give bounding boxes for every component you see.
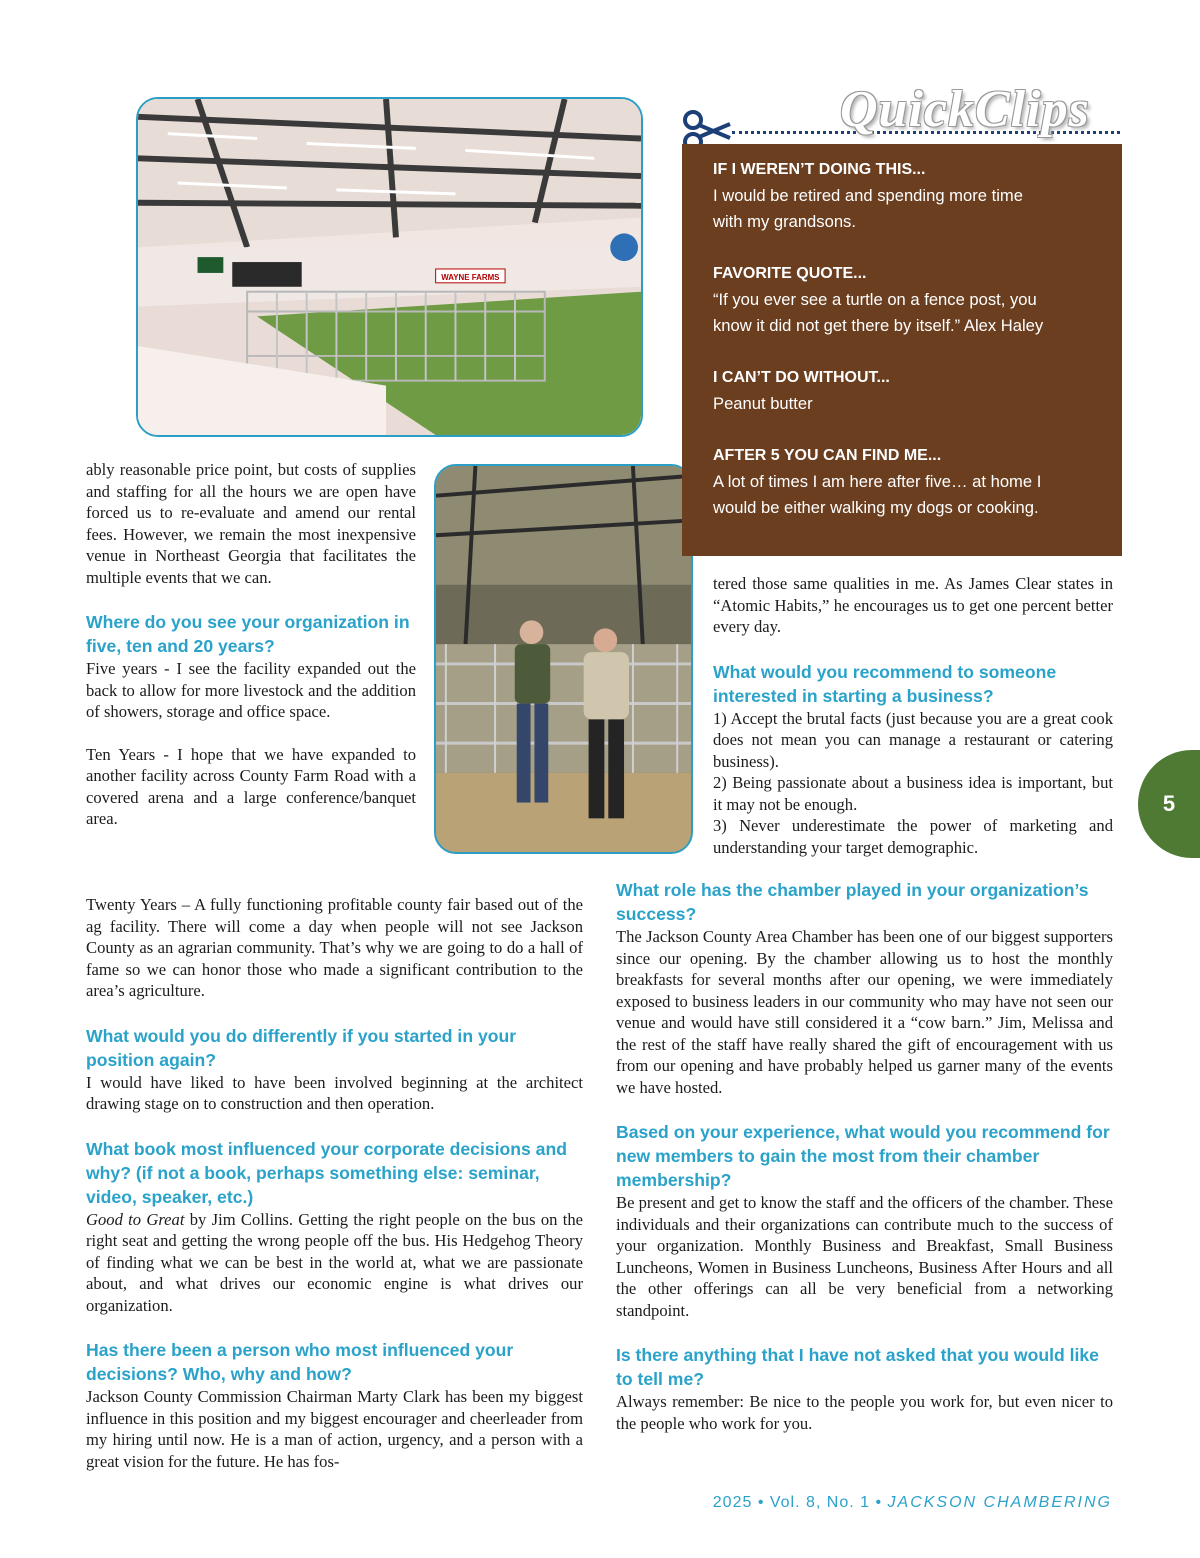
body-paragraph: The Jackson County Area Chamber has been one of our biggest supporters since our opening. By the chamber allowing us to host the monthly breakfasts for several months after our opening, we were immediately exposed to business leaders in our community who may have not seen our venue and would have still considered it a “cow barn.” Jim, Melissa and the rest of the staff have really shared the gift of encouragement with us from our opening and have probably helped us garner many of the events we have hosted.: [616, 927, 1113, 1097]
body-paragraph: I would have liked to have been involved beginning at the architect drawing stage on to construction and then operation.: [86, 1072, 583, 1113]
arena-photo: [136, 97, 643, 437]
body-paragraph: Twenty Years – A fully functioning profitable county fair based out of the ag facility. There will come a day when people will not see Jackson County as an agrarian community. That’s why we are going to do a hall of fame so we can honor those who made a significant contribution to the area’s agriculture.: [86, 895, 583, 1000]
body-paragraph: Always remember: Be nice to the people you work for, but even nicer to the people who work for you.: [616, 1392, 1113, 1433]
book-answer: by Jim Collins. Getting the right people on the bus on the right seat and getting the wrong people off the bus. His Hedgehog Theory of finding what we can be best in the world at, what we are passionate about, and what drives our economic engine is what drives our organization.: [86, 1209, 583, 1315]
question-heading: Is there anything that I have not asked that you would like to tell me?: [616, 1345, 1099, 1389]
left-column-bottom: [86, 894, 583, 1472]
question-heading: Based on your experience, what would you recommend for new members to gain the most from their chamber membership?: [616, 1122, 1110, 1190]
page-footer: [713, 1494, 1112, 1512]
page-number-tab: 5: [1138, 750, 1200, 858]
footer-brand: JACKSON CHAMBERING: [887, 1494, 1112, 1511]
book-title: Good to Great: [86, 1209, 185, 1229]
qc-text: “If you ever see a turtle on a fence post, you: [713, 290, 1037, 309]
body-paragraph: 1) Accept the brutal facts (just because you are a great cook does not mean you can manage a restaurant or catering business).: [713, 708, 1113, 771]
body-paragraph: Be present and get to know the staff and the officers of the chamber. These individuals and their organizations can contribute much to the success of your organization. Monthly Business and Breakfast, Small Business Luncheons, Women in Business Luncheons, Business After Hours and all the other offerings can all be very beneficial from a networking standpoint.: [616, 1193, 1113, 1320]
question-heading: What book most influenced your corporate decisions and why? (if not a book, perhaps something else: seminar, video, speaker, etc.): [86, 1138, 567, 1207]
quickclips-box: [682, 144, 1122, 556]
question-heading: Where do you see your organization in five, ten and 20 years?: [86, 612, 410, 656]
qc-text: know it did not get there by itself.” Alex Haley: [713, 316, 1044, 335]
question-heading: What would you do differently if you started in your position again?: [86, 1025, 517, 1070]
body-paragraph: tered those same qualities in me. As James Clear states in “Atomic Habits,” he encourages us to get one percent better every day.: [713, 574, 1113, 636]
qc-text: A lot of times I am here after five… at home I: [713, 472, 1042, 491]
qc-text: would be either walking my dogs or cooking.: [713, 498, 1039, 517]
body-paragraph: Ten Years - I hope that we have expanded to another facility across County Farm Road with a covered arena and a large conference/banquet area.: [86, 744, 416, 828]
body-paragraph: 2) Being passionate about a business idea is important, but it may not be enough.: [713, 773, 1113, 814]
quickclips-title: QuickClips: [840, 81, 1090, 138]
body-paragraph: ably reasonable price point, but costs of supplies and staffing for all the hours we are open have forced us to re-evaluate and amend our rental fees. However, we remain the most inexpensive venue in Northeast Georgia that facilitates the multiple events that we can.: [86, 460, 416, 587]
qc-heading: IF I WEREN’T DOING THIS...: [713, 161, 926, 178]
qc-text: I would be retired and spending more time: [713, 186, 1023, 205]
body-paragraph: 3) Never underestimate the power of marketing and understanding your target demographic.: [713, 816, 1113, 857]
arena-sign-text: WAYNE FARMS: [441, 272, 500, 282]
arena-illustration: [138, 99, 641, 435]
qc-heading: FAVORITE QUOTE...: [713, 265, 867, 282]
qc-heading: I CAN’T DO WITHOUT...: [713, 369, 890, 386]
right-column-top: [713, 573, 1113, 858]
qc-heading: AFTER 5 YOU CAN FIND ME...: [713, 447, 942, 464]
right-column-bottom: [616, 878, 1113, 1434]
question-heading: What would you recommend to someone interested in starting a business?: [713, 661, 1057, 706]
question-heading: Has there been a person who most influenced your decisions? Who, why and how?: [86, 1340, 514, 1384]
qc-text: Peanut butter: [713, 394, 813, 413]
question-heading: What role has the chamber played in your organization’s success?: [616, 880, 1089, 924]
barn-illustration: [436, 466, 691, 852]
left-column-top: [86, 459, 416, 830]
body-paragraph: [86, 1209, 583, 1317]
body-paragraph: Jackson County Commission Chairman Marty Clark has been my biggest influence in this position and my biggest encourager and cheerleader from my hiring until now. He is a man of action, urgency, and a person with a great vision for the future. He has fos-: [86, 1387, 583, 1471]
body-paragraph: Five years - I see the facility expanded out the back to allow for more livestock and the addition of showers, storage and office space.: [86, 659, 416, 721]
qc-text: with my grandsons.: [713, 212, 856, 231]
barn-photo: [434, 464, 693, 854]
footer-issue: 2025 • Vol. 8, No. 1 •: [712, 1494, 888, 1511]
